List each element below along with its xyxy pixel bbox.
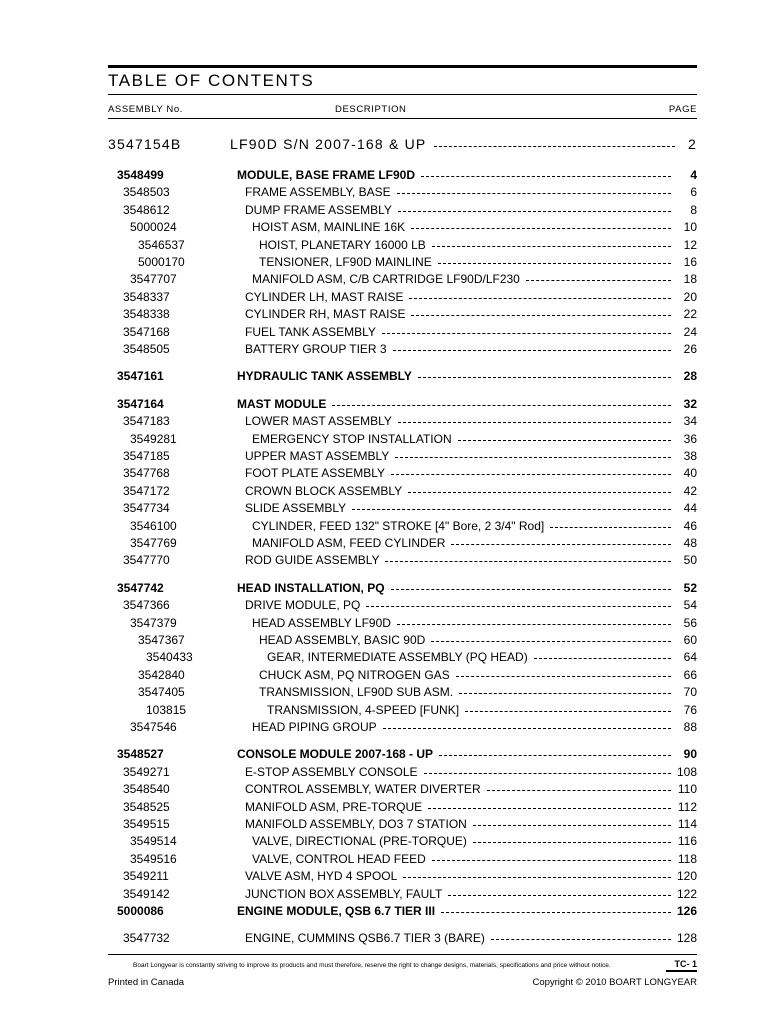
toc-page-number: 52: [683, 580, 697, 595]
dot-leader: [491, 939, 671, 940]
toc-description: FUEL TANK ASSEMBLY: [245, 324, 376, 339]
toc-page-number: 20: [683, 289, 697, 304]
toc-description: VALVE, CONTROL HEAD FEED: [252, 851, 426, 866]
toc-description: MAST MODULE: [237, 396, 327, 411]
toc-page-number: 38: [683, 449, 697, 463]
toc-description: EMERGENCY STOP INSTALLATION: [252, 431, 452, 446]
toc-assembly-number: 3547770: [123, 553, 170, 568]
toc-assembly-number: 3549271: [123, 764, 170, 779]
toc-row[interactable]: [0, 598, 768, 614]
toc-description: CROWN BLOCK ASSEMBLY: [245, 483, 403, 498]
toc-description: HOIST, PLANETARY 16000 LB: [259, 237, 426, 252]
toc-assembly-number: 3549514: [130, 834, 177, 849]
toc-description: TRANSMISSION, 4-SPEED [FUNK]: [267, 702, 460, 717]
toc-page-number: 64: [683, 650, 697, 665]
dot-leader: [385, 561, 671, 562]
toc-description: MANIFOLD ASM, FEED CYLINDER: [252, 536, 446, 550]
toc-row[interactable]: [0, 484, 768, 500]
toc-row[interactable]: [0, 852, 768, 868]
toc-row[interactable]: [0, 581, 768, 597]
toc-assembly-number: 3547185: [123, 449, 170, 463]
dot-leader: [428, 808, 671, 809]
toc-page-number: 110: [677, 782, 697, 797]
toc-assembly-number: 3547734: [123, 501, 170, 516]
dot-leader: [458, 440, 671, 441]
toc-description: FOOT PLATE ASSEMBLY: [245, 466, 386, 481]
toc-row[interactable]: [0, 536, 768, 552]
toc-description: ENGINE MODULE, QSB 6.7 TIER III: [237, 904, 436, 918]
column-header-description: DESCRIPTION: [335, 104, 407, 115]
dot-leader: [432, 246, 671, 247]
toc-row[interactable]: [0, 685, 768, 701]
dot-leader: [438, 263, 671, 264]
toc-description: TENSIONER, LF90D MAINLINE: [259, 255, 432, 269]
toc-row[interactable]: [0, 616, 768, 632]
column-header-assembly: ASSEMBLY No.: [108, 104, 183, 115]
toc-row[interactable]: [0, 869, 768, 885]
toc-row[interactable]: [0, 272, 768, 288]
toc-assembly-number: 3547161: [117, 369, 164, 384]
toc-page-number: 118: [677, 851, 697, 866]
toc-description: CONSOLE MODULE 2007-168 - UP: [237, 747, 434, 762]
dot-leader: [366, 606, 671, 607]
dot-leader: [391, 474, 671, 475]
toc-assembly-number: 5000024: [130, 220, 177, 235]
toc-page-number: 28: [683, 369, 697, 384]
dot-leader: [456, 676, 671, 677]
toc-page-number: 50: [683, 553, 697, 568]
dot-leader: [403, 877, 671, 878]
toc-assembly-number: 3547732: [123, 931, 170, 946]
toc-assembly-number: 3549211: [123, 869, 169, 884]
toc-row[interactable]: [0, 466, 768, 482]
toc-description: HYDRAULIC TANK ASSEMBLY: [237, 369, 412, 384]
toc-row[interactable]: [0, 290, 768, 306]
dot-leader: [459, 693, 671, 694]
toc-description: MANIFOLD ASSEMBLY, DO3 7 STATION: [245, 817, 467, 831]
toc-assembly-number: 3548612: [123, 202, 170, 217]
toc-page-number: 40: [683, 466, 697, 481]
dot-leader: [409, 298, 671, 299]
toc-page-number: 128: [676, 931, 697, 946]
toc-row[interactable]: [0, 887, 768, 903]
toc-assembly-number: 3548525: [123, 799, 170, 814]
toc-description: ROD GUIDE ASSEMBLY: [245, 553, 380, 568]
toc-description: VALVE, DIRECTIONAL (PRE-TORQUE): [252, 834, 467, 849]
toc-description: BATTERY GROUP TIER 3: [245, 342, 387, 356]
toc-page-number: 8: [690, 202, 697, 217]
toc-row[interactable]: [0, 782, 768, 798]
toc-assembly-number: 3548499: [117, 168, 164, 182]
toc-description: FRAME ASSEMBLY, BASE: [245, 185, 391, 200]
toc-page-number: 34: [683, 414, 697, 429]
toc-description: DUMP FRAME ASSEMBLY: [245, 202, 392, 217]
toc-assembly-number: 3548503: [123, 185, 170, 200]
dot-leader: [332, 405, 671, 406]
toc-row[interactable]: [0, 255, 768, 271]
toc-assembly-number: 3547405: [138, 685, 185, 700]
footer-disclaimer: Boart Longyear is constantly striving to improve its products and must therefore, reserve the right to change designs, materials, specifications and price without notice.: [133, 962, 611, 969]
toc-page-number: 120: [676, 869, 697, 884]
dot-leader: [465, 711, 671, 712]
toc-page-number: 12: [683, 237, 697, 252]
toc-page-number: 44: [683, 501, 697, 516]
toc-description: MANIFOLD ASM, C/B CARTRIDGE LF90D/LF230: [252, 272, 520, 287]
page-id-underline: [666, 970, 697, 972]
toc-assembly-number: 3547768: [123, 466, 170, 481]
title-rule: [108, 94, 697, 95]
toc-row[interactable]: [0, 307, 768, 323]
dot-leader: [534, 658, 671, 659]
toc-row[interactable]: [0, 817, 768, 833]
toc-page-number: 48: [683, 536, 697, 550]
toc-row[interactable]: [0, 325, 768, 341]
printed-in: Printed in Canada: [108, 977, 185, 988]
toc-description: SLIDE ASSEMBLY: [245, 501, 347, 516]
dot-leader: [550, 527, 671, 528]
toc-description: HEAD PIPING GROUP: [252, 720, 377, 734]
toc-row[interactable]: [0, 238, 768, 254]
toc-assembly-number: 3547707: [130, 272, 177, 287]
toc-row[interactable]: [0, 519, 768, 535]
dot-leader: [441, 912, 671, 913]
toc-row[interactable]: [0, 650, 768, 666]
copyright: Copyright © 2010 BOART LONGYEAR: [532, 977, 697, 988]
toc-row[interactable]: [0, 185, 768, 201]
toc-row[interactable]: [0, 501, 768, 517]
toc-description: MODULE, BASE FRAME LF90D: [237, 168, 416, 182]
toc-row[interactable]: [0, 414, 768, 430]
toc-description: CONTROL ASSEMBLY, WATER DIVERTER: [245, 782, 481, 797]
toc-row[interactable]: [0, 168, 768, 184]
toc-row[interactable]: [0, 904, 768, 920]
toc-assembly-number: 3542840: [138, 667, 185, 682]
main-entry-description: LF90D S/N 2007-168 & UP: [230, 136, 427, 152]
column-header-page: PAGE: [668, 104, 697, 115]
toc-description: HEAD ASSEMBLY LF90D: [252, 615, 391, 630]
toc-assembly-number: 3540433: [146, 650, 193, 665]
toc-row[interactable]: [0, 834, 768, 850]
toc-row[interactable]: [0, 397, 768, 413]
toc-description: UPPER MAST ASSEMBLY: [245, 449, 390, 463]
toc-page-number: 88: [683, 720, 697, 734]
toc-row[interactable]: [0, 703, 768, 719]
toc-page-number: 66: [683, 667, 697, 682]
dot-leader: [397, 624, 671, 625]
toc-assembly-number: 3549142: [123, 886, 170, 901]
toc-row[interactable]: [0, 633, 768, 649]
toc-assembly-number: 3547379: [130, 615, 177, 630]
toc-description: CYLINDER, FEED 132" STROKE [4" Bore, 2 3/4" Rod]: [252, 518, 545, 533]
toc-assembly-number: 3548540: [123, 782, 170, 797]
toc-page-number: 22: [683, 307, 697, 322]
toc-page-number: 4: [690, 168, 697, 182]
toc-assembly-number: 3547183: [123, 414, 170, 429]
dot-leader: [398, 422, 671, 423]
toc-description: DRIVE MODULE, PQ: [245, 598, 361, 613]
toc-page-number: 42: [683, 483, 697, 498]
toc-assembly-number: 3548527: [117, 747, 164, 762]
toc-page-number: 76: [683, 702, 697, 717]
dot-leader: [393, 350, 671, 351]
toc-page-number: 46: [683, 518, 697, 533]
toc-page-number: 112: [677, 799, 697, 814]
toc-page-number: 70: [683, 685, 697, 700]
main-entry-page: 2: [688, 136, 697, 152]
toc-page-number: 54: [683, 598, 697, 613]
dot-leader: [424, 773, 671, 774]
toc-assembly-number: 3547172: [123, 483, 170, 498]
toc-description: VALVE ASM, HYD 4 SPOOL: [245, 869, 398, 884]
toc-assembly-number: 5000170: [138, 255, 185, 269]
main-entry-assembly: 3547154B: [108, 136, 182, 152]
toc-page-number: 24: [683, 324, 697, 339]
toc-assembly-number: 3547546: [130, 720, 177, 734]
toc-assembly-number: 3549281: [130, 431, 177, 446]
page-id: TC- 1: [674, 959, 697, 969]
top-rule: [108, 65, 697, 68]
toc-row[interactable]: [0, 668, 768, 684]
dot-leader: [448, 895, 671, 896]
toc-description: JUNCTION BOX ASSEMBLY, FAULT: [245, 886, 443, 901]
toc-description: E-STOP ASSEMBLY CONSOLE: [245, 764, 418, 779]
dot-leader: [408, 492, 671, 493]
toc-row[interactable]: [0, 800, 768, 816]
toc-page-number: 10: [683, 220, 697, 235]
toc-row[interactable]: [0, 931, 768, 947]
dot-leader: [432, 860, 671, 861]
dot-leader: [434, 146, 675, 147]
toc-assembly-number: 3546537: [138, 237, 185, 252]
dot-leader: [421, 176, 671, 177]
toc-description: HEAD INSTALLATION, PQ: [237, 580, 385, 595]
toc-assembly-number: 5000086: [117, 904, 164, 918]
page-title: TABLE OF CONTENTS: [108, 71, 315, 90]
toc-assembly-number: 3547366: [123, 598, 170, 613]
dot-leader: [473, 842, 671, 843]
main-entry[interactable]: [108, 136, 697, 156]
toc-assembly-number: 3547742: [117, 580, 164, 595]
toc-page-number: 16: [683, 255, 697, 269]
header-rule: [108, 118, 697, 119]
toc-row[interactable]: [0, 342, 768, 358]
toc-page-number: 60: [683, 633, 697, 647]
toc-row[interactable]: [0, 720, 768, 736]
toc-page-number: 56: [683, 615, 697, 630]
dot-leader: [451, 544, 671, 545]
toc-assembly-number: 3546100: [130, 518, 177, 533]
toc-row[interactable]: [0, 765, 768, 781]
toc-page-number: 116: [677, 834, 697, 849]
dot-leader: [397, 193, 671, 194]
toc-assembly-number: 3548338: [123, 307, 170, 322]
toc-assembly-number: 3549516: [130, 851, 177, 866]
dot-leader: [487, 790, 671, 791]
toc-row[interactable]: [0, 747, 768, 763]
dot-leader: [352, 509, 671, 510]
toc-page-number: 122: [676, 886, 697, 901]
toc-assembly-number: 3549515: [123, 817, 170, 831]
dot-leader: [526, 280, 671, 281]
toc-description: HOIST ASM, MAINLINE 16K: [252, 220, 406, 235]
toc-page-number: 6: [690, 185, 697, 200]
toc-assembly-number: 3547367: [138, 633, 185, 647]
toc-page-number: 114: [677, 817, 697, 831]
toc-page-number: 32: [683, 396, 697, 411]
toc-description: CYLINDER RH, MAST RAISE: [245, 307, 406, 322]
dot-leader: [411, 228, 671, 229]
toc-page-number: 36: [683, 431, 697, 446]
dot-leader: [431, 641, 671, 642]
toc-description: CHUCK ASM, PQ NITROGEN GAS: [259, 667, 450, 682]
toc-description: LOWER MAST ASSEMBLY: [245, 414, 392, 429]
toc-assembly-number: 3548505: [123, 342, 170, 356]
toc-description: ENGINE, CUMMINS QSB6.7 TIER 3 (BARE): [245, 931, 485, 946]
toc-row[interactable]: [0, 220, 768, 236]
toc-description: CYLINDER LH, MAST RAISE: [245, 289, 404, 304]
toc-row[interactable]: [0, 369, 768, 385]
toc-page-number: 126: [676, 904, 697, 918]
toc-row[interactable]: [0, 449, 768, 465]
dot-leader: [382, 333, 671, 334]
toc-row[interactable]: [0, 203, 768, 219]
toc-row[interactable]: [0, 553, 768, 569]
toc-assembly-number: 3547769: [130, 536, 177, 550]
dot-leader: [383, 728, 671, 729]
toc-assembly-number: 3548337: [123, 289, 170, 304]
toc-description: TRANSMISSION, LF90D SUB ASM.: [259, 685, 454, 700]
dot-leader: [473, 825, 671, 826]
dot-leader: [439, 755, 671, 756]
toc-description: HEAD ASSEMBLY, BASIC 90D: [259, 633, 426, 647]
toc-page-number: 26: [683, 342, 697, 356]
toc-page-number: 90: [683, 747, 697, 762]
dot-leader: [395, 457, 671, 458]
toc-assembly-number: 3547164: [117, 396, 164, 411]
dot-leader: [411, 315, 671, 316]
toc-assembly-number: 3547168: [123, 324, 170, 339]
dot-leader: [398, 211, 671, 212]
toc-page-number: 108: [676, 764, 697, 779]
dot-leader: [418, 377, 671, 378]
toc-description: GEAR, INTERMEDIATE ASSEMBLY (PQ HEAD): [267, 650, 528, 665]
footer-rule: [108, 954, 697, 955]
toc-page-number: 18: [683, 272, 697, 287]
toc-row[interactable]: [0, 432, 768, 448]
toc-assembly-number: 103815: [146, 702, 187, 717]
dot-leader: [391, 589, 671, 590]
toc-description: MANIFOLD ASM, PRE-TORQUE: [245, 799, 423, 814]
